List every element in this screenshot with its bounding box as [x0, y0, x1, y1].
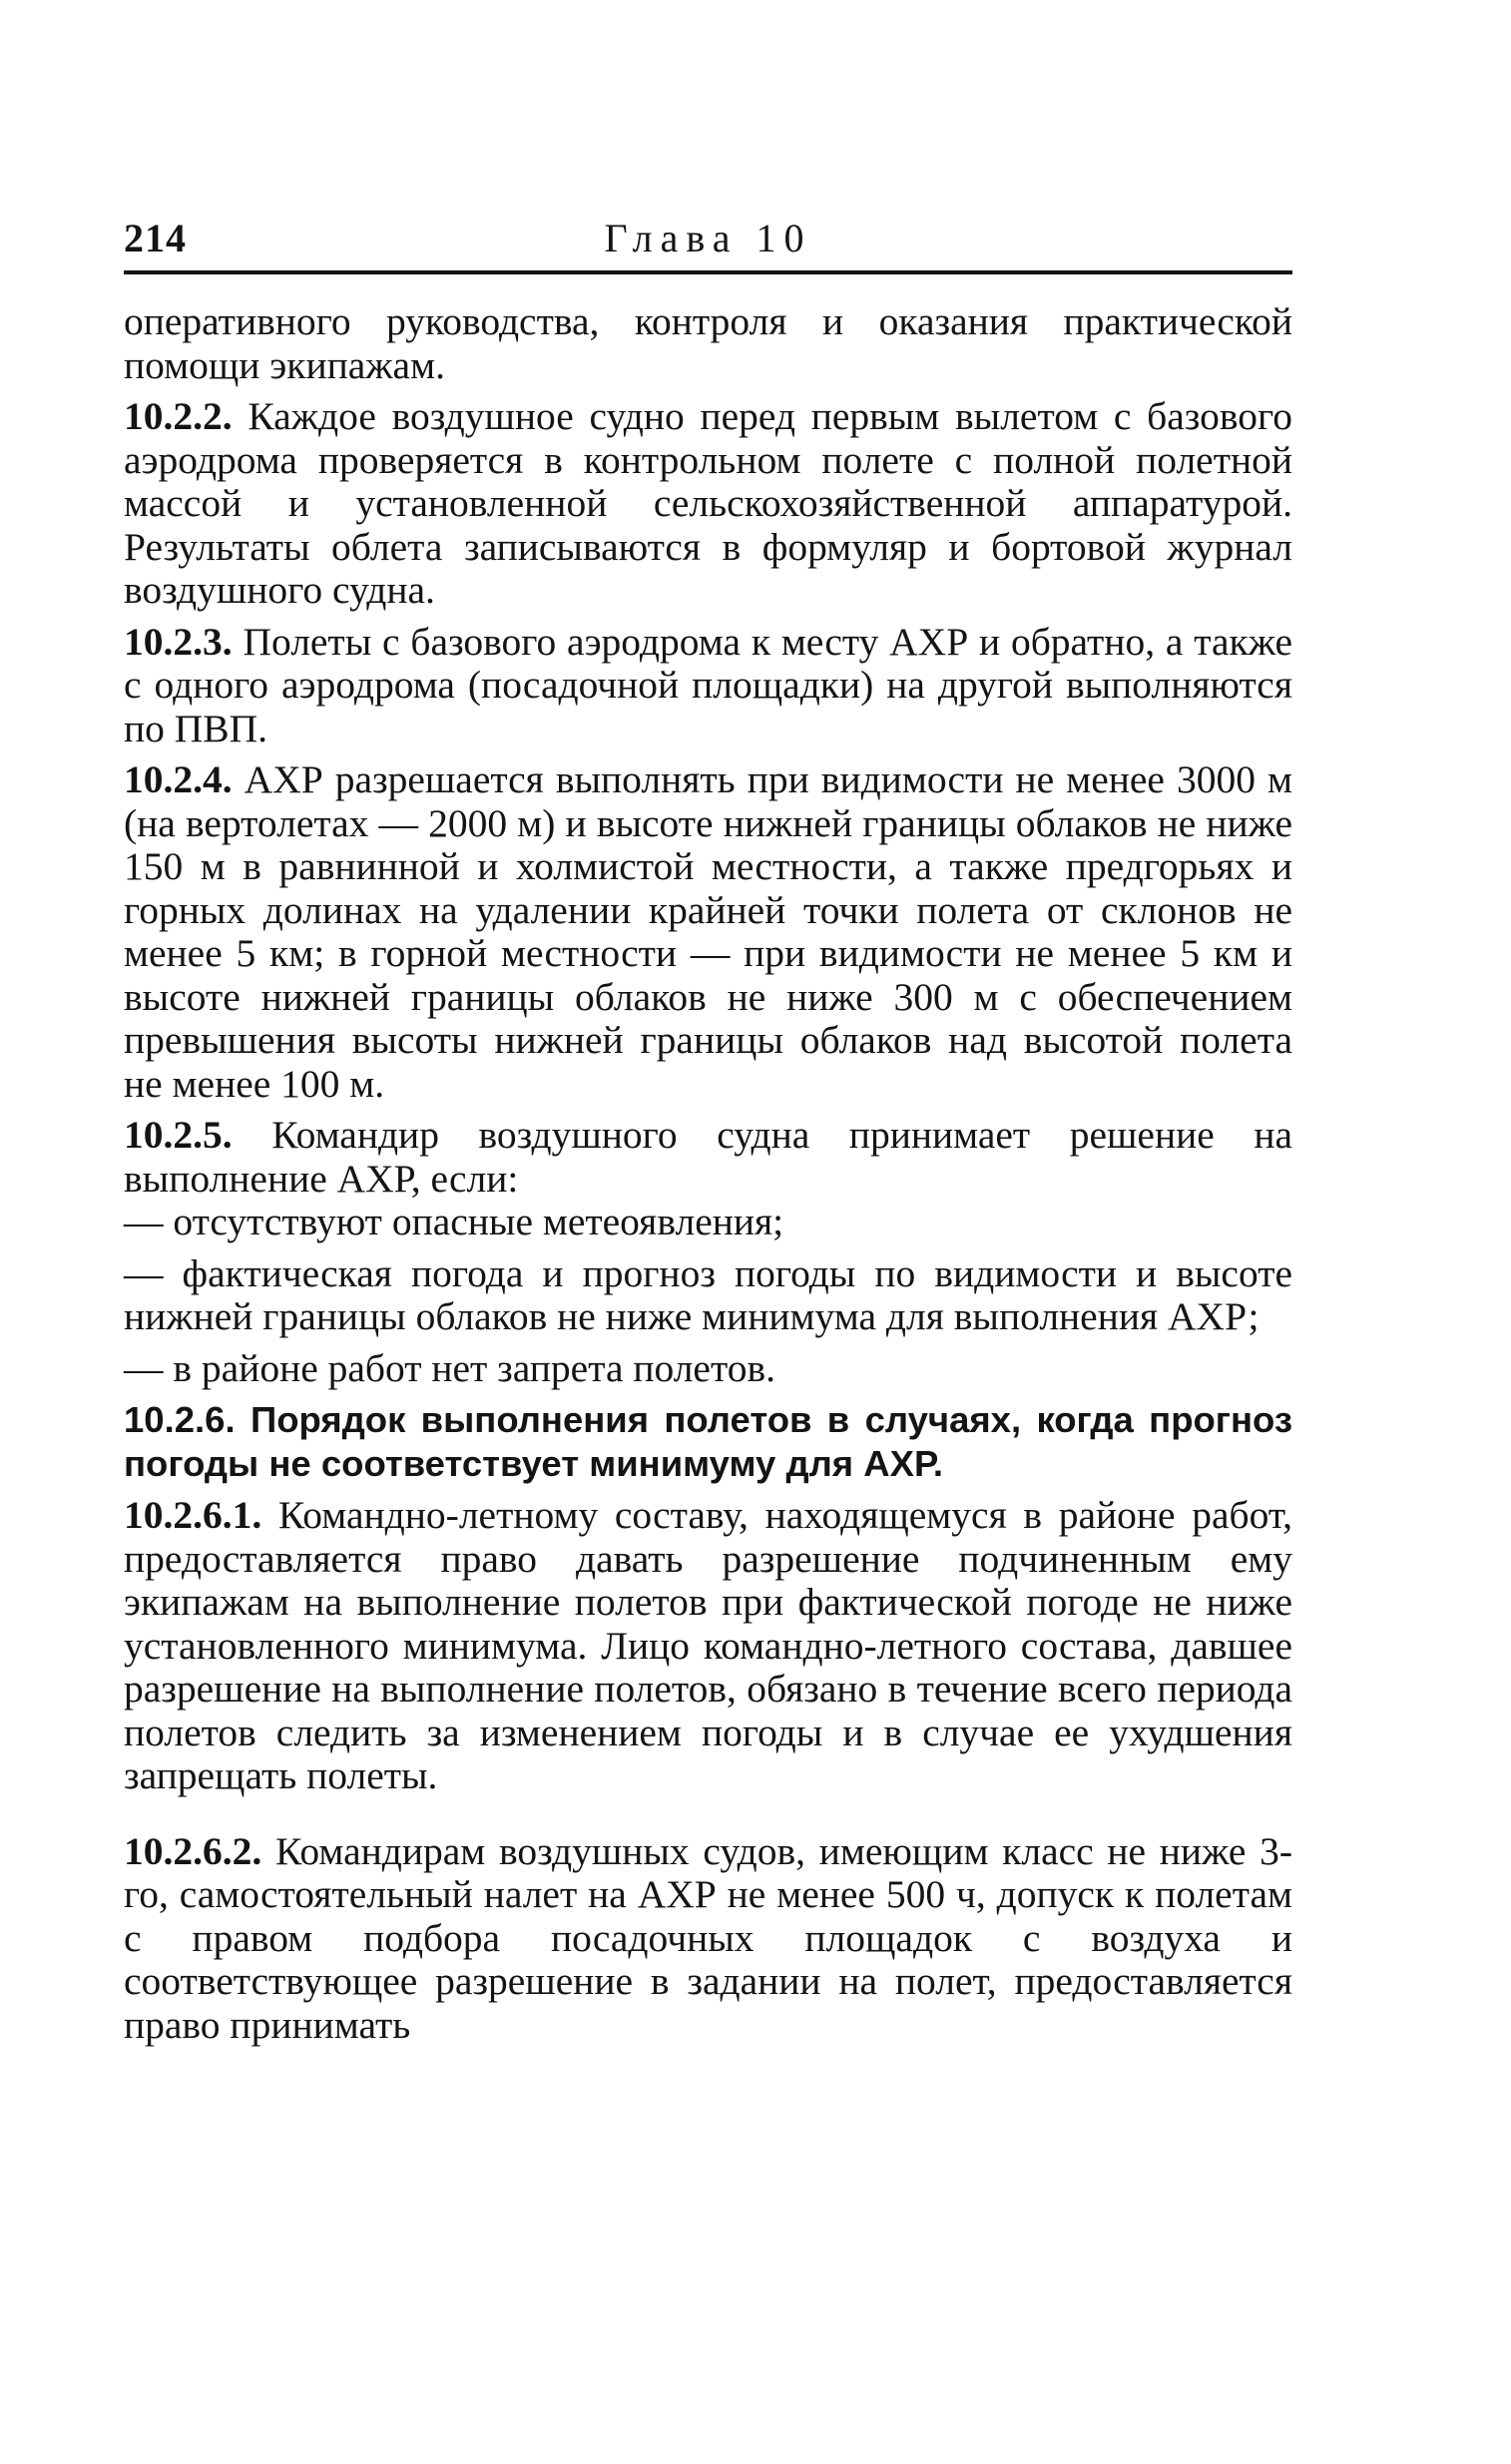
- paragraph-text: АХР разрешается выполнять при видимости не менее 3000 м (на вертолетах — 2000 м) и высоте нижней границы облаков не ниже 150 м в равнинной и холмистой местности, а также предгорьях и горных долинах на удалении крайней точки полета от склонов не менее 5 км; в горной местности — при видимости не менее 5 км и высоте нижней границы облаков не ниже 300 м с обеспечением превышения высоты нижней границы облаков над высотой полета не менее 100 м.: [124, 757, 1293, 1106]
- running-head: [124, 205, 1292, 264]
- paragraph-number: 10.2.4.: [124, 757, 233, 801]
- paragraph-10-2-5: [124, 1114, 1292, 1201]
- header-rule: [124, 270, 1292, 274]
- heading-number: 10.2.6.: [124, 1399, 236, 1440]
- section-heading-10-2-6: [124, 1398, 1292, 1486]
- paragraph-number: 10.2.6.2.: [124, 1828, 262, 1873]
- body-text: [124, 300, 1292, 2047]
- paragraph-10-2-6-2: [124, 1830, 1292, 2048]
- chapter-title: Глава 10: [604, 216, 812, 260]
- paragraph-number: 10.2.5.: [124, 1113, 233, 1157]
- paragraph-10-2-3: [124, 621, 1292, 751]
- paragraph-number: 10.2.2.: [124, 394, 233, 438]
- condition-item: — отсутствуют опасные метеоявления;: [124, 1200, 784, 1243]
- condition-item: — в районе работ нет запрета полетов.: [124, 1345, 775, 1390]
- paragraph-gap: [124, 1806, 1292, 1830]
- paragraph-number: 10.2.3.: [124, 619, 233, 664]
- book-page: [124, 205, 1292, 2055]
- page-number: 214: [124, 216, 187, 260]
- paragraph-text: Командир воздушного судна принимает решение на выполнение АХР, если:: [124, 1113, 1292, 1201]
- paragraph-text: Каждое воздушное судно перед первым вылетом с базового аэродрома проверяется в контрольном полете с полной полетной массой и установленной сельскохозяйственной аппаратурой. Результаты облета записываются в формуляр и бортовой журнал воздушного судна.: [124, 394, 1293, 612]
- condition-item: — фактическая погода и прогноз погоды по видимости и высоте нижней границы облаков не ниже минимума для выполнения АХР;: [124, 1250, 1292, 1338]
- paragraph-text: оперативного руководства, контроля и оказания практической помощи экипажам.: [124, 299, 1292, 387]
- paragraph-10-2-6-1: [124, 1494, 1292, 1798]
- paragraph-number: 10.2.6.1.: [124, 1493, 262, 1537]
- heading-text: Порядок выполнения полетов в случаях, когда прогноз погоды не соответствует минимуму для АХР.: [124, 1399, 1292, 1484]
- paragraph-10-2-2: [124, 395, 1292, 613]
- paragraph-text: Полеты с базового аэродрома к месту АХР и обратно, а также с одного аэродрома (посадочной площадки) на другой выполняются по ПВП.: [124, 619, 1292, 750]
- paragraph-text: Командирам воздушных судов, имеющим класс не ниже 3-го, самостоятельный налет на АХР не менее 500 ч, допуск к полетам с правом подбора посадочных площадок с воздуха и соответствующее разрешение в задании на полет, предоставляется право принимать: [124, 1828, 1292, 2047]
- paragraph-continuation: [124, 300, 1292, 387]
- paragraph-10-2-4: [124, 758, 1292, 1106]
- paragraph-text: Командно-летному составу, находящемуся в районе работ, предоставляется право давать разрешение подчиненным ему экипажам на выполнение полетов при фактической погоде не ниже установленного минимума. Лицо командно-летного состава, давшее разрешение на выполнение полетов, обязано в течение всего периода полетов следить за изменением погоды и в случае ее ухудшения запрещать полеты.: [124, 1493, 1292, 1797]
